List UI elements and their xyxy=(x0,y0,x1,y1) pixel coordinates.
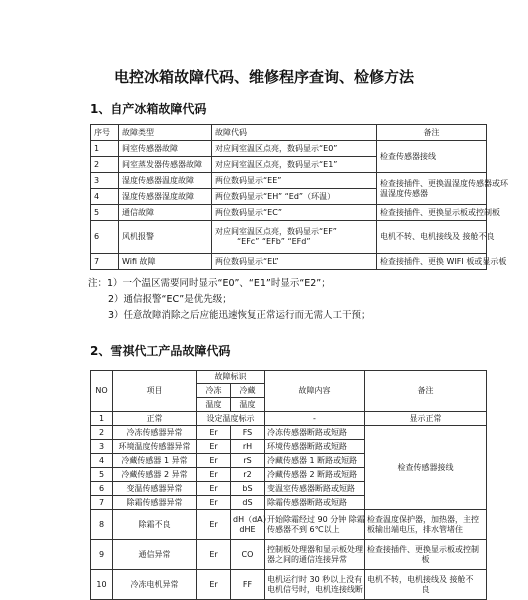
row-flag-b: bS xyxy=(231,482,265,496)
row-type: 间室蒸发器传感器故障 xyxy=(119,157,212,173)
row-content: 冷藏传感器 2 断路或短路 xyxy=(265,468,365,482)
row-no: 7 xyxy=(91,496,113,510)
row-type: 湿度传感器湿度故障 xyxy=(119,189,212,205)
row-no: 8 xyxy=(91,510,113,540)
table-row xyxy=(91,426,487,440)
header-content: 故障内容 xyxy=(265,371,365,412)
row-type: 通信故障 xyxy=(119,205,212,221)
table-row xyxy=(91,173,487,189)
content-line: 传感器不到 6℃以上 xyxy=(267,524,340,534)
row-content: 冷冻传感器断路或短路 xyxy=(265,426,365,440)
row-flag-a: Er xyxy=(197,482,231,496)
remark-line: 温湿度传感器 xyxy=(380,188,428,198)
flag-line: dH（dA） xyxy=(233,514,271,524)
row-flag-a: Er xyxy=(197,540,231,570)
header-no: NO xyxy=(91,371,113,412)
header-item: 项目 xyxy=(113,371,197,412)
row-no: 6 xyxy=(91,482,113,496)
content-line: 器之间的通信连接异常 xyxy=(267,554,347,564)
header-remark: 备注 xyxy=(365,371,487,412)
header-code: 故障代码 xyxy=(212,125,377,141)
row-flag-a: Er xyxy=(197,510,231,540)
table-row xyxy=(91,205,487,221)
row-no: 3 xyxy=(91,440,113,454)
row-flag: 设定温度标示 xyxy=(197,412,265,426)
row-no: 10 xyxy=(91,570,113,600)
remark-line: 板输出端电压，排水管堵住 xyxy=(367,524,463,534)
row-no: 5 xyxy=(91,468,113,482)
row-flag-b: FF xyxy=(231,570,265,600)
row-flag-b: rS xyxy=(231,454,265,468)
table-row xyxy=(91,540,487,570)
note-line: 注：1）一个温区需要同时显示“E0”、“E1”时显示“E2”； xyxy=(88,278,331,289)
row-content: 除霜传感器断路或短路 xyxy=(265,496,365,510)
row-item: 环境温度传感器异常 xyxy=(113,440,197,454)
row-no: 5 xyxy=(91,205,119,221)
row-no: 4 xyxy=(91,189,119,205)
row-content: 变温室传感器断路或短路 xyxy=(265,482,365,496)
row-type: 间室传感器故障 xyxy=(119,141,212,157)
row-item: 变温传感器异常 xyxy=(113,482,197,496)
row-code: 两位数码显示“EH” “Ed”（环温） xyxy=(212,189,377,205)
row-flag-a: Er xyxy=(197,468,231,482)
row-code: 两位数码显示“EC” xyxy=(212,205,377,221)
fault-code-table-2 xyxy=(90,370,487,600)
row-code: 对应间室温区点亮，数码显示“E0” xyxy=(212,141,377,157)
table-row xyxy=(91,412,487,426)
notes-block xyxy=(88,276,371,324)
row-item: 冷冻传感器异常 xyxy=(113,426,197,440)
row-item: 冷冻电机异常 xyxy=(113,570,197,600)
section-heading-1: 1、自产冰箱故障代码 xyxy=(90,102,207,116)
row-remark xyxy=(365,540,487,570)
row-flag-a: Er xyxy=(197,426,231,440)
row-code: 两位数码显示“EL” xyxy=(212,254,377,270)
row-no: 3 xyxy=(91,173,119,189)
remark-line: 检查接插件、更换显示板或控制 xyxy=(367,544,479,554)
row-code: 两位数码显示“EE” xyxy=(212,173,377,189)
header-remark: 备注 xyxy=(377,125,487,141)
header-flag: 故障标识 xyxy=(197,371,265,384)
row-flag-b: r2 xyxy=(231,468,265,482)
row-content: 环境传感器断路或短路 xyxy=(265,440,365,454)
remark-line: 电机不转，电机接线及 接舱不 xyxy=(367,574,474,584)
row-content xyxy=(265,570,365,600)
row-item: 冷藏传感器 2 异常 xyxy=(113,468,197,482)
row-content: 冷藏传感器 1 断路或短路 xyxy=(265,454,365,468)
fault-code-table-1 xyxy=(90,124,508,270)
row-remark: 检查接插件、更换 WIFI 板或显示板 xyxy=(377,254,487,270)
row-no: 1 xyxy=(91,141,119,157)
row-flag-b: rH xyxy=(231,440,265,454)
header-no: 序号 xyxy=(91,125,119,141)
row-type: Wifi 故障 xyxy=(119,254,212,270)
row-no: 1 xyxy=(91,412,113,426)
remark-line: 检查接插件、更换温湿度传感器或环 xyxy=(380,178,508,188)
header-freeze: 冷冻 xyxy=(197,384,231,398)
row-content xyxy=(265,510,365,540)
content-line: 电机信号时，电机连接线断 xyxy=(267,584,363,594)
content-line: 开始除霜经过 90 分钟 除霜 xyxy=(267,514,365,524)
table-header-row xyxy=(91,371,487,384)
table-row xyxy=(91,141,487,157)
row-content xyxy=(265,540,365,570)
row-remark: 检查传感器接线 xyxy=(365,426,487,510)
row-remark: 检查接插件、更换显示板或控制板 xyxy=(377,205,487,221)
row-code: 对应间室温区点亮，数码显示“E1” xyxy=(212,157,377,173)
section-heading-2: 2、雪祺代工产品故障代码 xyxy=(90,344,231,358)
header-chill-temp: 温度 xyxy=(231,398,265,412)
note-line: 3）任意故障消除之后应能迅速恢复正常运行而无需人工干预； xyxy=(108,310,371,321)
row-flag-b: dS xyxy=(231,496,265,510)
row-remark xyxy=(365,510,487,540)
row-flag-a: Er xyxy=(197,570,231,600)
table-row xyxy=(91,221,487,254)
remark-line: 检查温度保护器，加热器，主控 xyxy=(367,514,479,524)
row-item: 正常 xyxy=(113,412,197,426)
remark-line: 良 xyxy=(421,584,430,594)
row-no: 6 xyxy=(91,221,119,254)
table-row xyxy=(91,570,487,600)
table-row xyxy=(91,510,487,540)
table-header-row xyxy=(91,125,487,141)
row-item: 冷藏传感器 1 异常 xyxy=(113,454,197,468)
flag-line: dHE xyxy=(239,524,256,534)
row-content: - xyxy=(265,412,365,426)
row-type: 湿度传感器温度故障 xyxy=(119,173,212,189)
remark-line: 板 xyxy=(421,554,430,564)
code-line: “EFc” “EFb” “EFd” xyxy=(237,237,311,246)
row-no: 9 xyxy=(91,540,113,570)
note-line: 2）通信报警“EC”是优先级； xyxy=(108,294,232,305)
row-flag-a: Er xyxy=(197,454,231,468)
row-no: 4 xyxy=(91,454,113,468)
row-remark xyxy=(365,570,487,600)
content-line: 电机运行时 30 秒以上没有 xyxy=(267,574,363,584)
row-remark: 检查传感器接线 xyxy=(377,141,487,173)
row-flag-a: Er xyxy=(197,496,231,510)
row-flag-b: FS xyxy=(231,426,265,440)
row-flag-a: Er xyxy=(197,440,231,454)
header-type: 故障类型 xyxy=(119,125,212,141)
row-flag-b xyxy=(231,510,271,540)
row-no: 2 xyxy=(91,426,113,440)
row-no: 2 xyxy=(91,157,119,173)
row-no: 7 xyxy=(91,254,119,270)
row-remark xyxy=(377,173,508,205)
row-remark: 显示正常 xyxy=(365,412,487,426)
content-line: 控制板处理器和显示板处理 xyxy=(267,544,363,554)
code-line: 对应间室温区点亮，数码显示“EF” xyxy=(215,227,337,236)
row-type: 风机报警 xyxy=(119,221,212,254)
row-remark: 电机不转、电机接线及 接舱不良 xyxy=(377,221,487,254)
row-item: 通信异常 xyxy=(113,540,197,570)
row-flag-b: CO xyxy=(231,540,265,570)
row-item: 除霜不良 xyxy=(113,510,197,540)
table-row xyxy=(91,254,487,270)
header-freeze-temp: 温度 xyxy=(197,398,231,412)
row-code xyxy=(212,221,377,254)
header-chill: 冷藏 xyxy=(231,384,265,398)
page-title: 电控冰箱故障代码、维修程序查询、检修方法 xyxy=(113,68,414,86)
row-item: 除霜传感器异常 xyxy=(113,496,197,510)
